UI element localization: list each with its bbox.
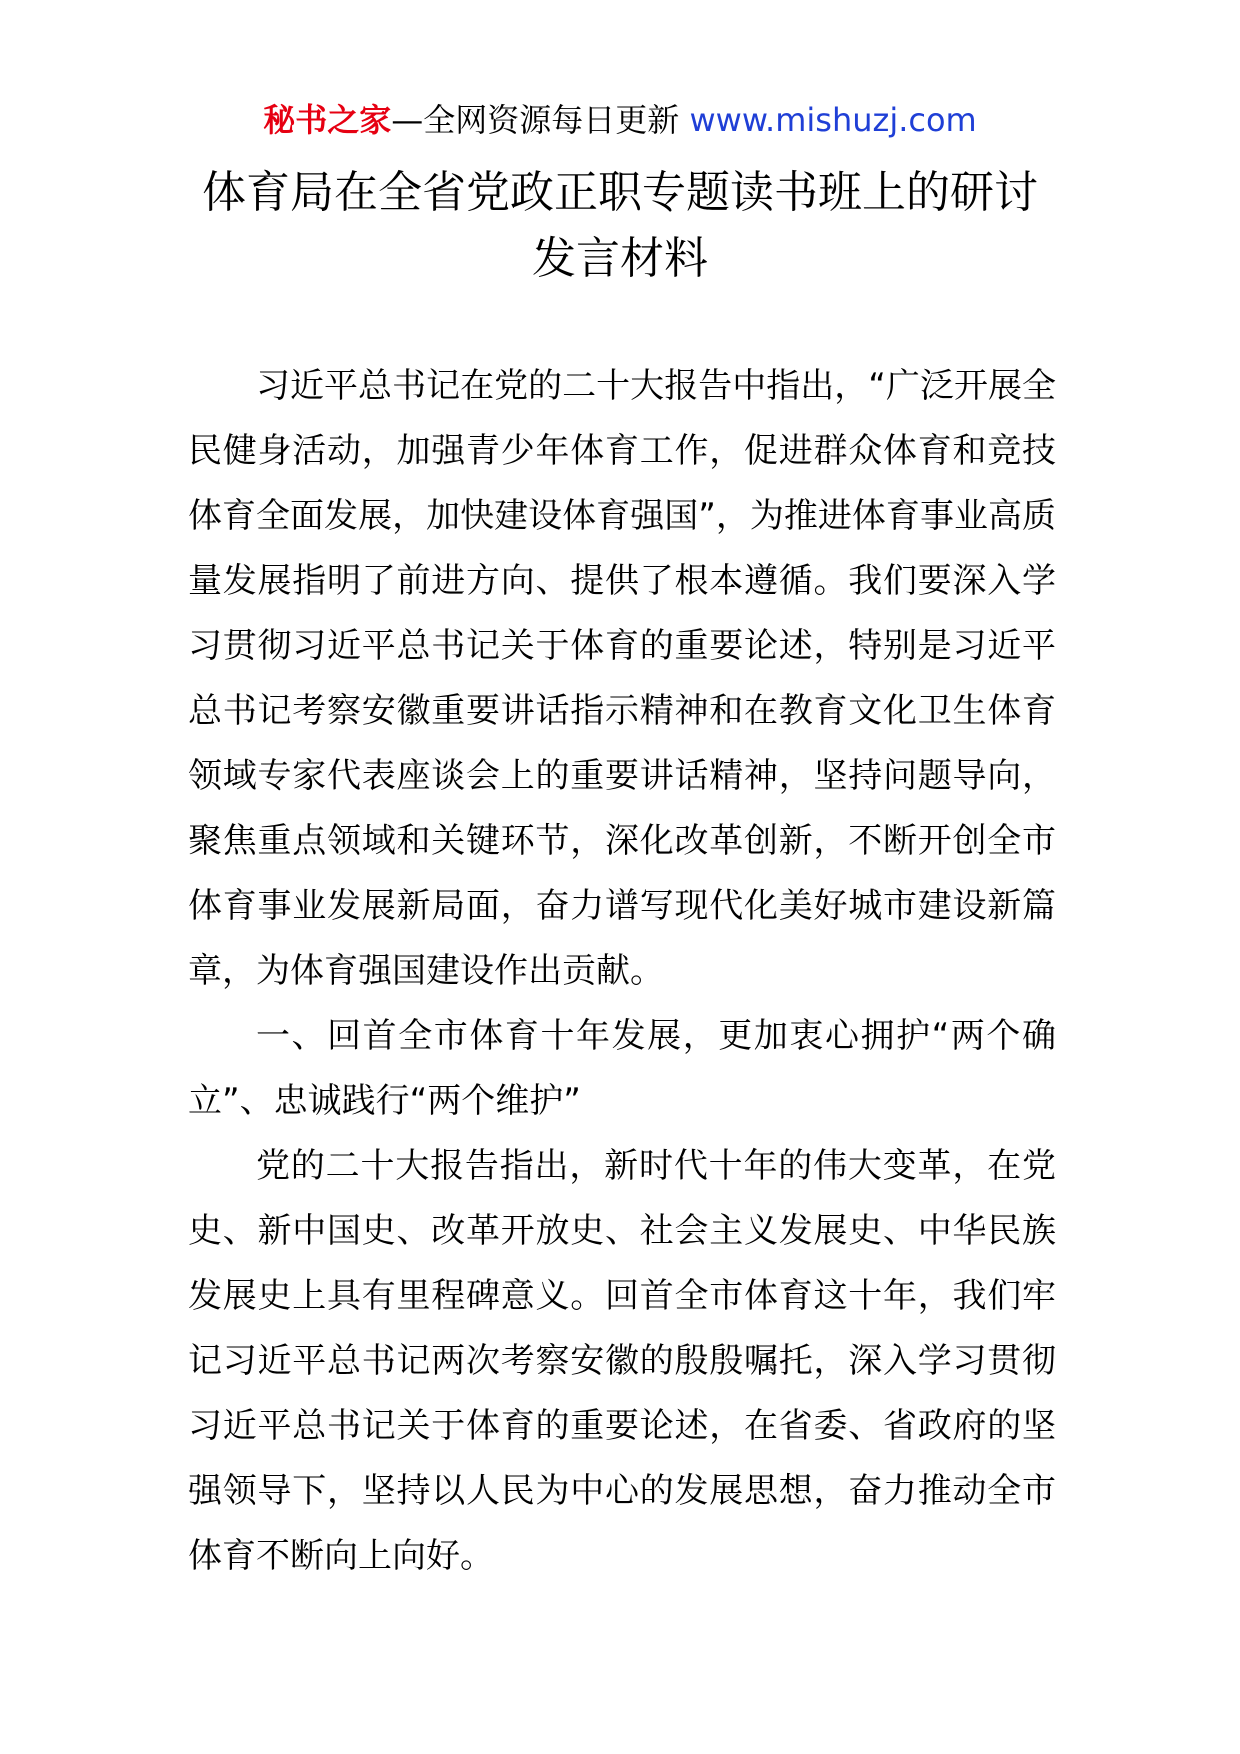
document-body	[188, 354, 1056, 1589]
site-brand: 秘书之家	[263, 101, 392, 139]
paragraph-intro: 习近平总书记在党的二十大报告中指出，“广泛开展全民健身活动，加强青少年体育工作，促进群众体育和竞技体育全面发展，加快建设体育强国”，为推进体育事业高质量发展指明了前进方向、提供了根本遵循。我们要深入学习贯彻习近平总书记关于体育的重要论述，特别是习近平总书记考察安徽重要讲话指示精神和在教育文化卫生体育领域专家代表座谈会上的重要讲话精神，坚持问题导向，聚焦重点领域和关键环节，深化改革创新，不断开创全市体育事业发展新局面，奋力谱写现代化美好城市建设新篇章，为体育强国建设作出贡献。	[188, 366, 1056, 991]
section-heading-1: 一、回首全市体育十年发展，更加衷心拥护“两个确立”、忠诚践行“两个维护”	[188, 1016, 1056, 1121]
document-title-line-1: 体育局在全省党政正职专题读书班上的研讨	[202, 167, 1038, 218]
site-banner	[0, 98, 1240, 142]
document-title	[0, 160, 1240, 292]
paragraph-section-1: 党的二十大报告指出，新时代十年的伟大变革，在党史、新中国史、改革开放史、社会主义发展史、中华民族发展史上具有里程碑意义。回首全市体育这十年，我们牢记习近平总书记两次考察安徽的殷殷嘱托，深入学习贯彻习近平总书记关于体育的重要论述，在省委、省政府的坚强领导下，坚持以人民为中心的发展思想，奋力推动全市体育不断向上向好。	[188, 1146, 1056, 1576]
site-slogan: —全网资源每日更新	[391, 101, 680, 139]
document-title-line-2: 发言材料	[532, 233, 708, 284]
site-url-link[interactable]: www.mishuzj.com	[679, 101, 977, 139]
